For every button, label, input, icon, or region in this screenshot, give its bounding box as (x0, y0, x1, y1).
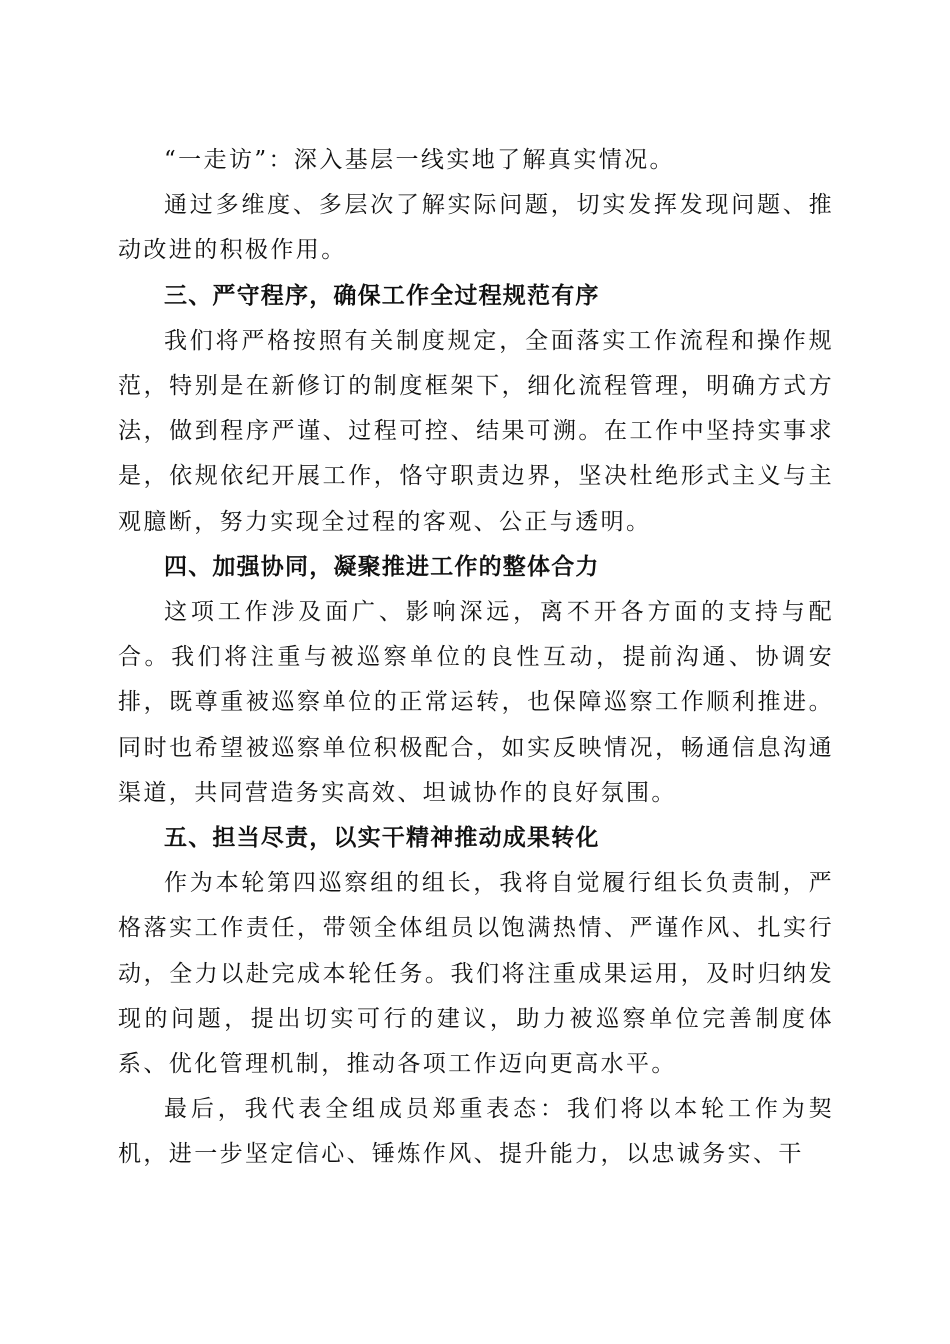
paragraph-procedure: 我们将严格按照有关制度规定，全面落实工作流程和操作规范，特别是在新修订的制度框架下，细化流程管理，明确方式方法，做到程序严谨、过程可控、结果可溯。在工作中坚持实事求是，依规依纪开展工作，恪守职责边界，坚决杜绝形式主义与主观臆断，努力实现全过程的客观、公正与透明。 (118, 327, 834, 535)
paragraph-multidimensional: 通过多维度、多层次了解实际问题，切实发挥发现问题、推动改进的积极作用。 (118, 192, 834, 264)
section-heading-3: 三、严守程序，确保工作全过程规范有序 (164, 282, 600, 309)
paragraph-coordination: 这项工作涉及面广、影响深远，离不开各方面的支持与配合。我们将注重与被巡察单位的良性互动，提前沟通、协调安排，既尊重被巡察单位的正常运转，也保障巡察工作顺利推进。同时也希望被巡察单位积极配合，如实反映情况，畅通信息沟通渠道，共同营造务实高效、坦诚协作的良好氛围。 (118, 599, 834, 806)
section-heading-5: 五、担当尽责，以实干精神推动成果转化 (164, 825, 600, 852)
paragraph-responsibility: 作为本轮第四巡察组的组长，我将自觉履行组长负责制，严格落实工作责任，带领全体组员以饱满热情、严谨作风、扎实行动，全力以赴完成本轮任务。我们将注重成果运用，及时归纳发现的问题，提出切实可行的建议，助力被巡察单位完善制度体系、优化管理机制，推动各项工作迈向更高水平。 (118, 870, 834, 1078)
document-body (118, 138, 834, 1178)
paragraph-visit: “一走访”：深入基层一线实地了解真实情况。 (164, 147, 675, 173)
section-heading-4: 四、加强协同，凝聚推进工作的整体合力 (164, 553, 600, 580)
paragraph-closing: 最后，我代表全组成员郑重表态：我们将以本轮工作为契机，进一步坚定信心、锤炼作风、提升能力，以忠诚务实、干 (118, 1096, 834, 1168)
